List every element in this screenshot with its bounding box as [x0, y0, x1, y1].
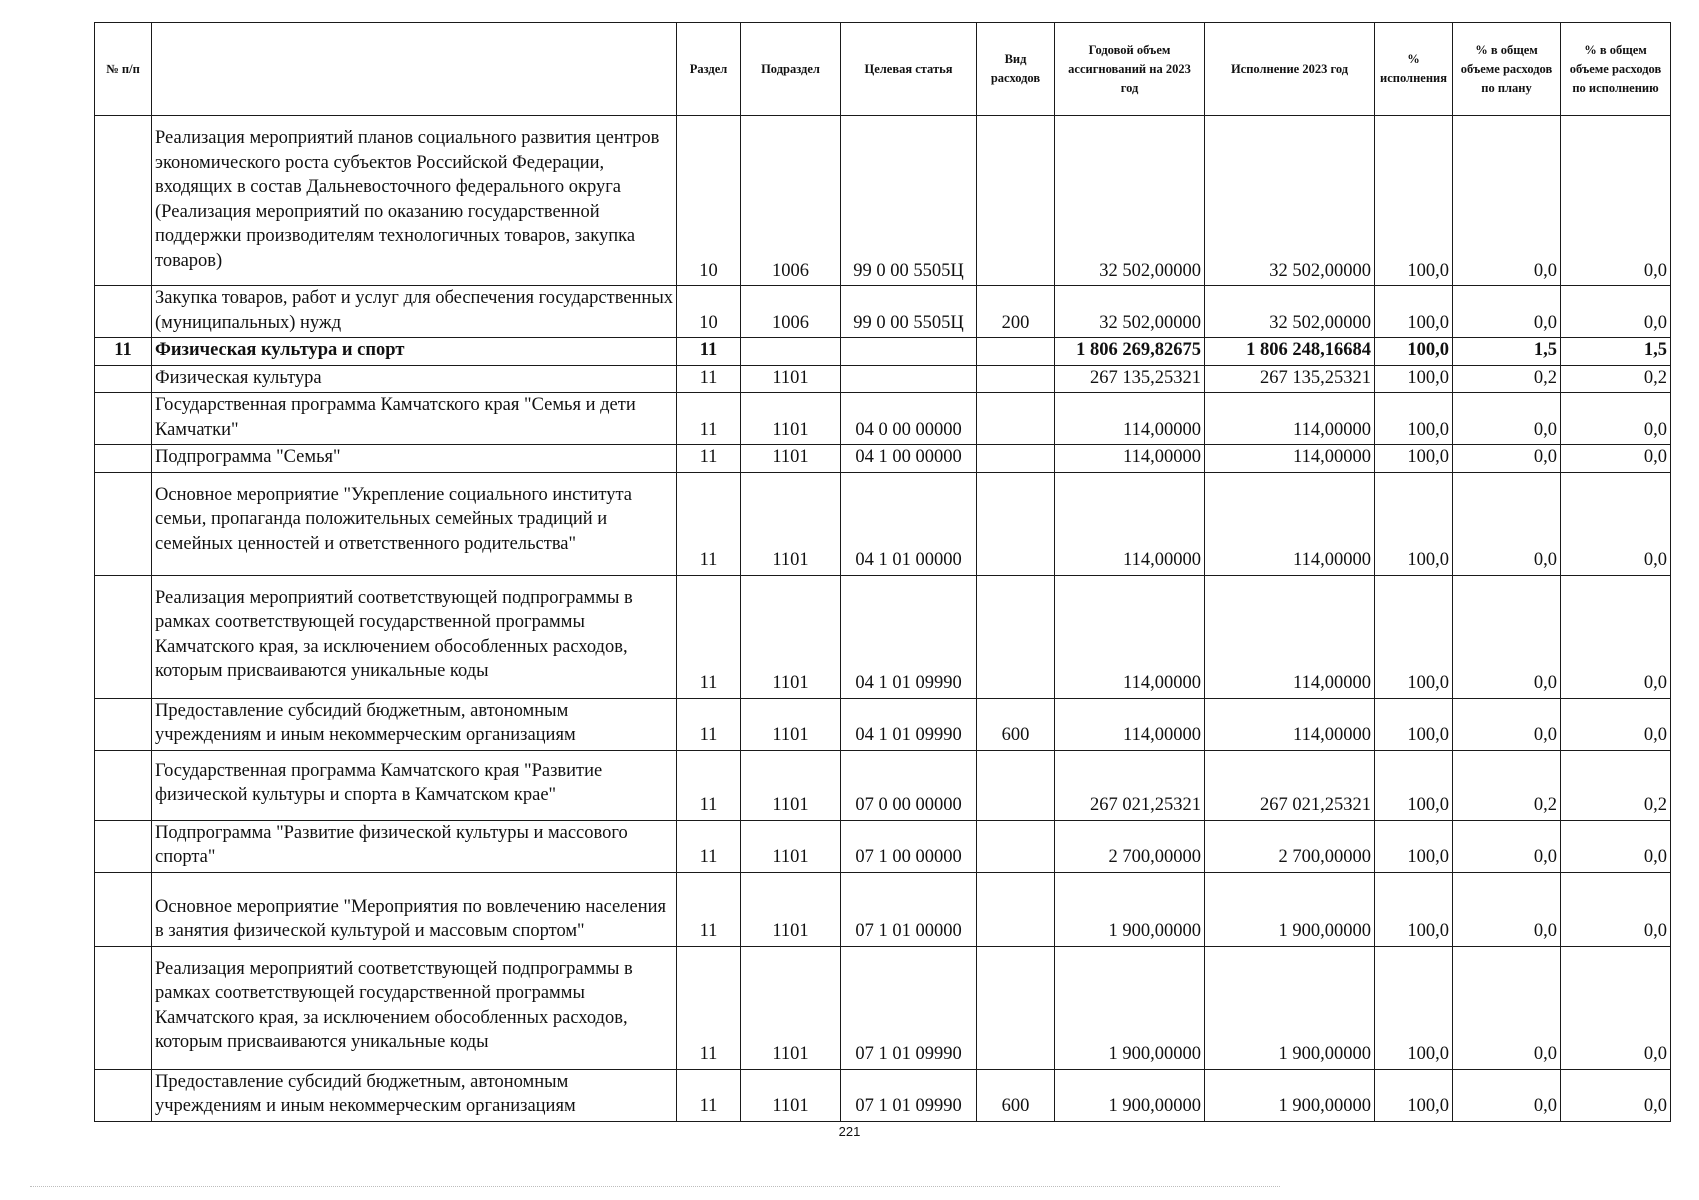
- row-target: 07 1 01 00000: [841, 872, 977, 946]
- header-num: № п/п: [95, 23, 152, 116]
- table-row: [95, 820, 1671, 872]
- row-share-exec: 0,0: [1561, 698, 1671, 750]
- row-razdel: 11: [677, 946, 741, 1069]
- row-share-plan: 0,0: [1453, 820, 1561, 872]
- row-execution: 1 900,00000: [1205, 946, 1375, 1069]
- row-num: [95, 365, 152, 393]
- row-pct: 100,0: [1375, 750, 1453, 820]
- row-share-plan: 0,0: [1453, 445, 1561, 473]
- row-share-plan: 1,5: [1453, 338, 1561, 366]
- row-execution: 1 900,00000: [1205, 872, 1375, 946]
- row-num: [95, 575, 152, 698]
- row-podrazdel: 1101: [741, 820, 841, 872]
- row-annual: 1 900,00000: [1055, 872, 1205, 946]
- row-razdel: 11: [677, 575, 741, 698]
- row-execution: 1 900,00000: [1205, 1069, 1375, 1121]
- row-name: Реализация мероприятий планов социального развития центров экономического роста субъектов Российской Федерации, входящих в состав Дальневосточного федерального округа (Реализация мероприятий по оказанию государственной поддержки производителям технологичных товаров, закупка товаров): [152, 116, 677, 286]
- row-annual: 32 502,00000: [1055, 286, 1205, 338]
- row-razdel: 11: [677, 1069, 741, 1121]
- row-annual: 267 135,25321: [1055, 365, 1205, 393]
- row-vid: [977, 445, 1055, 473]
- header-podrazdel: Подраздел: [741, 23, 841, 116]
- header-razdel: Раздел: [677, 23, 741, 116]
- row-share-exec: 0,0: [1561, 946, 1671, 1069]
- row-share-exec: 0,0: [1561, 820, 1671, 872]
- row-podrazdel: 1101: [741, 698, 841, 750]
- row-num: [95, 393, 152, 445]
- row-target: 07 1 00 00000: [841, 820, 977, 872]
- header-name: [152, 23, 677, 116]
- row-num: [95, 872, 152, 946]
- row-name: Основное мероприятие "Мероприятия по вовлечению населения в занятия физической культурой и массовым спортом": [152, 872, 677, 946]
- row-name: Государственная программа Камчатского края "Развитие физической культуры и спорта в Камчатском крае": [152, 750, 677, 820]
- row-annual: 2 700,00000: [1055, 820, 1205, 872]
- row-target: [841, 338, 977, 366]
- row-share-exec: 0,0: [1561, 472, 1671, 575]
- row-share-exec: 0,0: [1561, 1069, 1671, 1121]
- table-row: [95, 445, 1671, 473]
- row-num: [95, 286, 152, 338]
- row-execution: 32 502,00000: [1205, 286, 1375, 338]
- row-target: [841, 365, 977, 393]
- row-pct: 100,0: [1375, 820, 1453, 872]
- table-row: [95, 286, 1671, 338]
- row-pct: 100,0: [1375, 472, 1453, 575]
- row-vid: [977, 575, 1055, 698]
- row-share-exec: 0,0: [1561, 393, 1671, 445]
- row-num: 11: [95, 338, 152, 366]
- row-annual: 32 502,00000: [1055, 116, 1205, 286]
- header-target: Целевая статья: [841, 23, 977, 116]
- table-row: [95, 116, 1671, 286]
- header-vid: Вид расходов: [977, 23, 1055, 116]
- row-target: 04 1 01 00000: [841, 472, 977, 575]
- row-target: 99 0 00 5505Ц: [841, 116, 977, 286]
- row-share-exec: 0,0: [1561, 116, 1671, 286]
- row-execution: 1 806 248,16684: [1205, 338, 1375, 366]
- row-name: Подпрограмма "Развитие физической культуры и массового спорта": [152, 820, 677, 872]
- row-pct: 100,0: [1375, 872, 1453, 946]
- row-podrazdel: 1101: [741, 872, 841, 946]
- row-annual: 114,00000: [1055, 393, 1205, 445]
- header-annual: Годовой объем ассигнований на 2023 год: [1055, 23, 1205, 116]
- row-pct: 100,0: [1375, 338, 1453, 366]
- row-share-exec: 0,0: [1561, 286, 1671, 338]
- row-execution: 2 700,00000: [1205, 820, 1375, 872]
- row-vid: [977, 365, 1055, 393]
- row-share-plan: 0,0: [1453, 472, 1561, 575]
- row-share-exec: 0,0: [1561, 445, 1671, 473]
- row-vid: 600: [977, 698, 1055, 750]
- row-annual: 1 900,00000: [1055, 946, 1205, 1069]
- row-execution: 114,00000: [1205, 472, 1375, 575]
- table-row: [95, 472, 1671, 575]
- row-num: [95, 750, 152, 820]
- row-vid: [977, 750, 1055, 820]
- row-share-plan: 0,0: [1453, 872, 1561, 946]
- row-target: 04 1 00 00000: [841, 445, 977, 473]
- row-name: Закупка товаров, работ и услуг для обеспечения государственных (муниципальных) нужд: [152, 286, 677, 338]
- row-share-plan: 0,0: [1453, 286, 1561, 338]
- row-vid: [977, 946, 1055, 1069]
- row-podrazdel: 1006: [741, 116, 841, 286]
- row-execution: 114,00000: [1205, 575, 1375, 698]
- row-podrazdel: 1101: [741, 1069, 841, 1121]
- table-row: [95, 946, 1671, 1069]
- row-razdel: 11: [677, 750, 741, 820]
- row-razdel: 10: [677, 286, 741, 338]
- row-podrazdel: 1101: [741, 946, 841, 1069]
- row-name: Предоставление субсидий бюджетным, автономным учреждениям и иным некоммерческим организациям: [152, 698, 677, 750]
- row-execution: 32 502,00000: [1205, 116, 1375, 286]
- row-share-plan: 0,0: [1453, 698, 1561, 750]
- row-execution: 114,00000: [1205, 698, 1375, 750]
- row-share-exec: 0,2: [1561, 750, 1671, 820]
- row-share-plan: 0,2: [1453, 365, 1561, 393]
- header-execution: Исполнение 2023 год: [1205, 23, 1375, 116]
- row-name: Физическая культура: [152, 365, 677, 393]
- row-share-plan: 0,2: [1453, 750, 1561, 820]
- row-share-exec: 0,2: [1561, 365, 1671, 393]
- row-vid: 200: [977, 286, 1055, 338]
- row-share-exec: 0,0: [1561, 872, 1671, 946]
- row-annual: 267 021,25321: [1055, 750, 1205, 820]
- row-podrazdel: 1101: [741, 750, 841, 820]
- row-podrazdel: 1101: [741, 445, 841, 473]
- row-execution: 114,00000: [1205, 445, 1375, 473]
- row-target: 07 1 01 09990: [841, 1069, 977, 1121]
- row-name: Государственная программа Камчатского края "Семья и дети Камчатки": [152, 393, 677, 445]
- table-row: [95, 575, 1671, 698]
- row-annual: 114,00000: [1055, 698, 1205, 750]
- table-row: [95, 698, 1671, 750]
- row-pct: 100,0: [1375, 698, 1453, 750]
- table-row: [95, 393, 1671, 445]
- row-target: 04 1 01 09990: [841, 575, 977, 698]
- row-share-plan: 0,0: [1453, 393, 1561, 445]
- row-execution: 267 135,25321: [1205, 365, 1375, 393]
- row-name: Основное мероприятие "Укрепление социального института семьи, пропаганда положительных семейных традиций и семейных ценностей и ответственного родительства": [152, 472, 677, 575]
- row-vid: [977, 338, 1055, 366]
- row-pct: 100,0: [1375, 116, 1453, 286]
- row-execution: 114,00000: [1205, 393, 1375, 445]
- row-share-plan: 0,0: [1453, 116, 1561, 286]
- row-annual: 1 806 269,82675: [1055, 338, 1205, 366]
- header-row: [95, 23, 1671, 116]
- row-vid: 600: [977, 1069, 1055, 1121]
- header-pct: % исполнения: [1375, 23, 1453, 116]
- row-razdel: 11: [677, 820, 741, 872]
- row-podrazdel: 1101: [741, 575, 841, 698]
- header-share-exec: % в общем объеме расходов по исполнению: [1561, 23, 1671, 116]
- row-num: [95, 445, 152, 473]
- row-podrazdel: [741, 338, 841, 366]
- row-pct: 100,0: [1375, 1069, 1453, 1121]
- table-row: [95, 365, 1671, 393]
- row-pct: 100,0: [1375, 445, 1453, 473]
- page-number: 221: [838, 1124, 861, 1139]
- row-target: 04 1 01 09990: [841, 698, 977, 750]
- row-execution: 267 021,25321: [1205, 750, 1375, 820]
- row-pct: 100,0: [1375, 946, 1453, 1069]
- row-vid: [977, 116, 1055, 286]
- row-target: 04 0 00 00000: [841, 393, 977, 445]
- row-razdel: 11: [677, 365, 741, 393]
- row-share-exec: 1,5: [1561, 338, 1671, 366]
- row-target: 07 1 01 09990: [841, 946, 977, 1069]
- row-pct: 100,0: [1375, 393, 1453, 445]
- row-name: Реализация мероприятий соответствующей подпрограммы в рамках соответствующей государственной программы Камчатского края, за исключением обособленных расходов, которым присваиваются уникальные коды: [152, 946, 677, 1069]
- row-target: 07 0 00 00000: [841, 750, 977, 820]
- row-vid: [977, 393, 1055, 445]
- row-share-plan: 0,0: [1453, 575, 1561, 698]
- table-row: [95, 872, 1671, 946]
- row-razdel: 10: [677, 116, 741, 286]
- row-num: [95, 1069, 152, 1121]
- row-name: Физическая культура и спорт: [152, 338, 677, 366]
- row-podrazdel: 1006: [741, 286, 841, 338]
- row-podrazdel: 1101: [741, 393, 841, 445]
- row-num: [95, 698, 152, 750]
- row-name: Подпрограмма "Семья": [152, 445, 677, 473]
- row-razdel: 11: [677, 472, 741, 575]
- row-annual: 1 900,00000: [1055, 1069, 1205, 1121]
- row-razdel: 11: [677, 698, 741, 750]
- row-podrazdel: 1101: [741, 365, 841, 393]
- table-row: [95, 750, 1671, 820]
- row-razdel: 11: [677, 872, 741, 946]
- budget-table: [94, 22, 1671, 1122]
- row-podrazdel: 1101: [741, 472, 841, 575]
- header-share-plan: % в общем объеме расходов по плану: [1453, 23, 1561, 116]
- row-annual: 114,00000: [1055, 445, 1205, 473]
- row-pct: 100,0: [1375, 365, 1453, 393]
- row-pct: 100,0: [1375, 286, 1453, 338]
- row-share-plan: 0,0: [1453, 946, 1561, 1069]
- row-num: [95, 472, 152, 575]
- row-num: [95, 946, 152, 1069]
- row-razdel: 11: [677, 338, 741, 366]
- row-share-exec: 0,0: [1561, 575, 1671, 698]
- row-num: [95, 116, 152, 286]
- row-name: Предоставление субсидий бюджетным, автономным учреждениям и иным некоммерческим организациям: [152, 1069, 677, 1121]
- row-num: [95, 820, 152, 872]
- table-row-section-total: [95, 338, 1671, 366]
- row-vid: [977, 820, 1055, 872]
- row-annual: 114,00000: [1055, 472, 1205, 575]
- row-razdel: 11: [677, 445, 741, 473]
- row-name: Реализация мероприятий соответствующей подпрограммы в рамках соответствующей государственной программы Камчатского края, за исключением обособленных расходов, которым присваиваются уникальные коды: [152, 575, 677, 698]
- table-row: [95, 1069, 1671, 1121]
- row-vid: [977, 472, 1055, 575]
- row-razdel: 11: [677, 393, 741, 445]
- row-target: 99 0 00 5505Ц: [841, 286, 977, 338]
- row-pct: 100,0: [1375, 575, 1453, 698]
- row-vid: [977, 872, 1055, 946]
- row-share-plan: 0,0: [1453, 1069, 1561, 1121]
- row-annual: 114,00000: [1055, 575, 1205, 698]
- scan-artifact-line: [30, 1186, 1280, 1188]
